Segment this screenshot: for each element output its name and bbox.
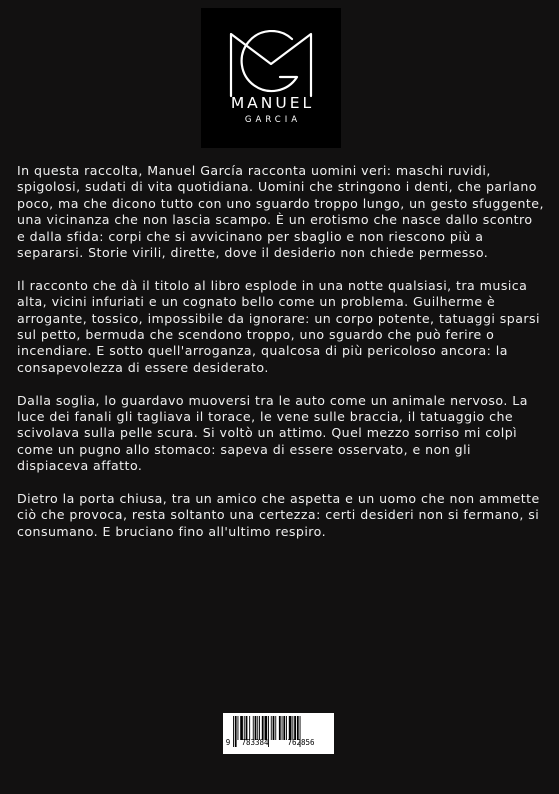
barcode-bar	[249, 716, 250, 740]
barcode-icon	[223, 713, 334, 754]
blurb-paragraph: Il racconto che dà il titolo al libro esplode in una notte qualsiasi, tra musica alta, vicini infuriati e un cognato bello come un problema. Guilherme è arrogante, tossico, impossibile da ignorare: un corpo potente, tatuaggi sparsi sul petto, bermuda che scendono troppo, uno sguardo che può ferire o incendiare. E sotto quell'arroganza, qualcosa di più pericoloso ancora: la consapevolezza di essere desiderato.	[17, 277, 541, 375]
blurb-paragraph: Dalla soglia, lo guardavo muoversi tra le auto come un animale nervoso. La luce dei fanali gli tagliava il torace, le vene sulle braccia, il tatuaggio che scivolava sulla pelle scura. Si voltò un attimo. Quel mezzo sorriso mi colpì come un pugno allo stomaco: sapeva di essere osservato, e non gli dispiaceva affatto.	[17, 392, 528, 474]
barcode-lead-digit: 9	[225, 738, 231, 747]
barcode-bar	[271, 716, 272, 740]
isbn-barcode	[223, 713, 334, 754]
barcode-bar	[297, 716, 299, 740]
barcode-left-digits: 783384	[241, 738, 269, 747]
author-logo	[201, 8, 341, 148]
barcode-bar	[292, 716, 293, 740]
barcode-bar	[238, 716, 239, 740]
barcode-bar	[240, 716, 243, 740]
barcode-bar	[275, 716, 276, 740]
barcode-bar	[262, 716, 264, 740]
back-cover-blurb	[17, 163, 545, 557]
barcode-bar	[259, 716, 260, 740]
barcode-bar	[235, 716, 237, 747]
barcode-bar	[286, 716, 287, 740]
barcode-right-digits: 762856	[287, 738, 315, 747]
blurb-paragraph: In questa raccolta, Manuel García racconta uomini veri: maschi ruvidi, spigolosi, sudati di vita quotidiana. Uomini che stringono i denti, che parlano poco, ma che dicono tutto con uno sguardo troppo lungo, un gesto sfuggente, una vicinanza che non lascia scampo. È un erotismo che nasce dallo scontro e dalla sfida: corpi che si avvicinano per sbaglio e non riescono più a separarsi. Storie virili, dirette, dove il desiderio non chiede permesso.	[17, 163, 544, 261]
barcode-bar	[294, 716, 296, 740]
barcode-bar	[253, 716, 254, 740]
blurb-paragraph: Dietro la porta chiusa, tra un amico che aspetta e un uomo che non ammette ciò che provoca, resta soltanto una certezza: certi desideri non si fermano, si consumano. E bruciano fino all'ultimo respiro.	[17, 491, 540, 539]
mg-monogram-icon	[228, 30, 314, 100]
barcode-bar	[289, 716, 292, 740]
logo-author-surname: GARCIA	[244, 115, 302, 125]
barcode-bar	[279, 716, 281, 740]
logo-author-name: MANUEL	[230, 94, 315, 112]
barcode-bar	[246, 716, 248, 740]
barcode-bar	[244, 716, 245, 740]
barcode-bar	[257, 716, 258, 740]
barcode-bar	[255, 716, 257, 740]
barcode-bar	[265, 716, 268, 740]
barcode-bar	[233, 716, 234, 747]
barcode-bar	[273, 716, 275, 740]
barcode-bar	[283, 716, 285, 740]
barcode-bar	[282, 716, 283, 740]
